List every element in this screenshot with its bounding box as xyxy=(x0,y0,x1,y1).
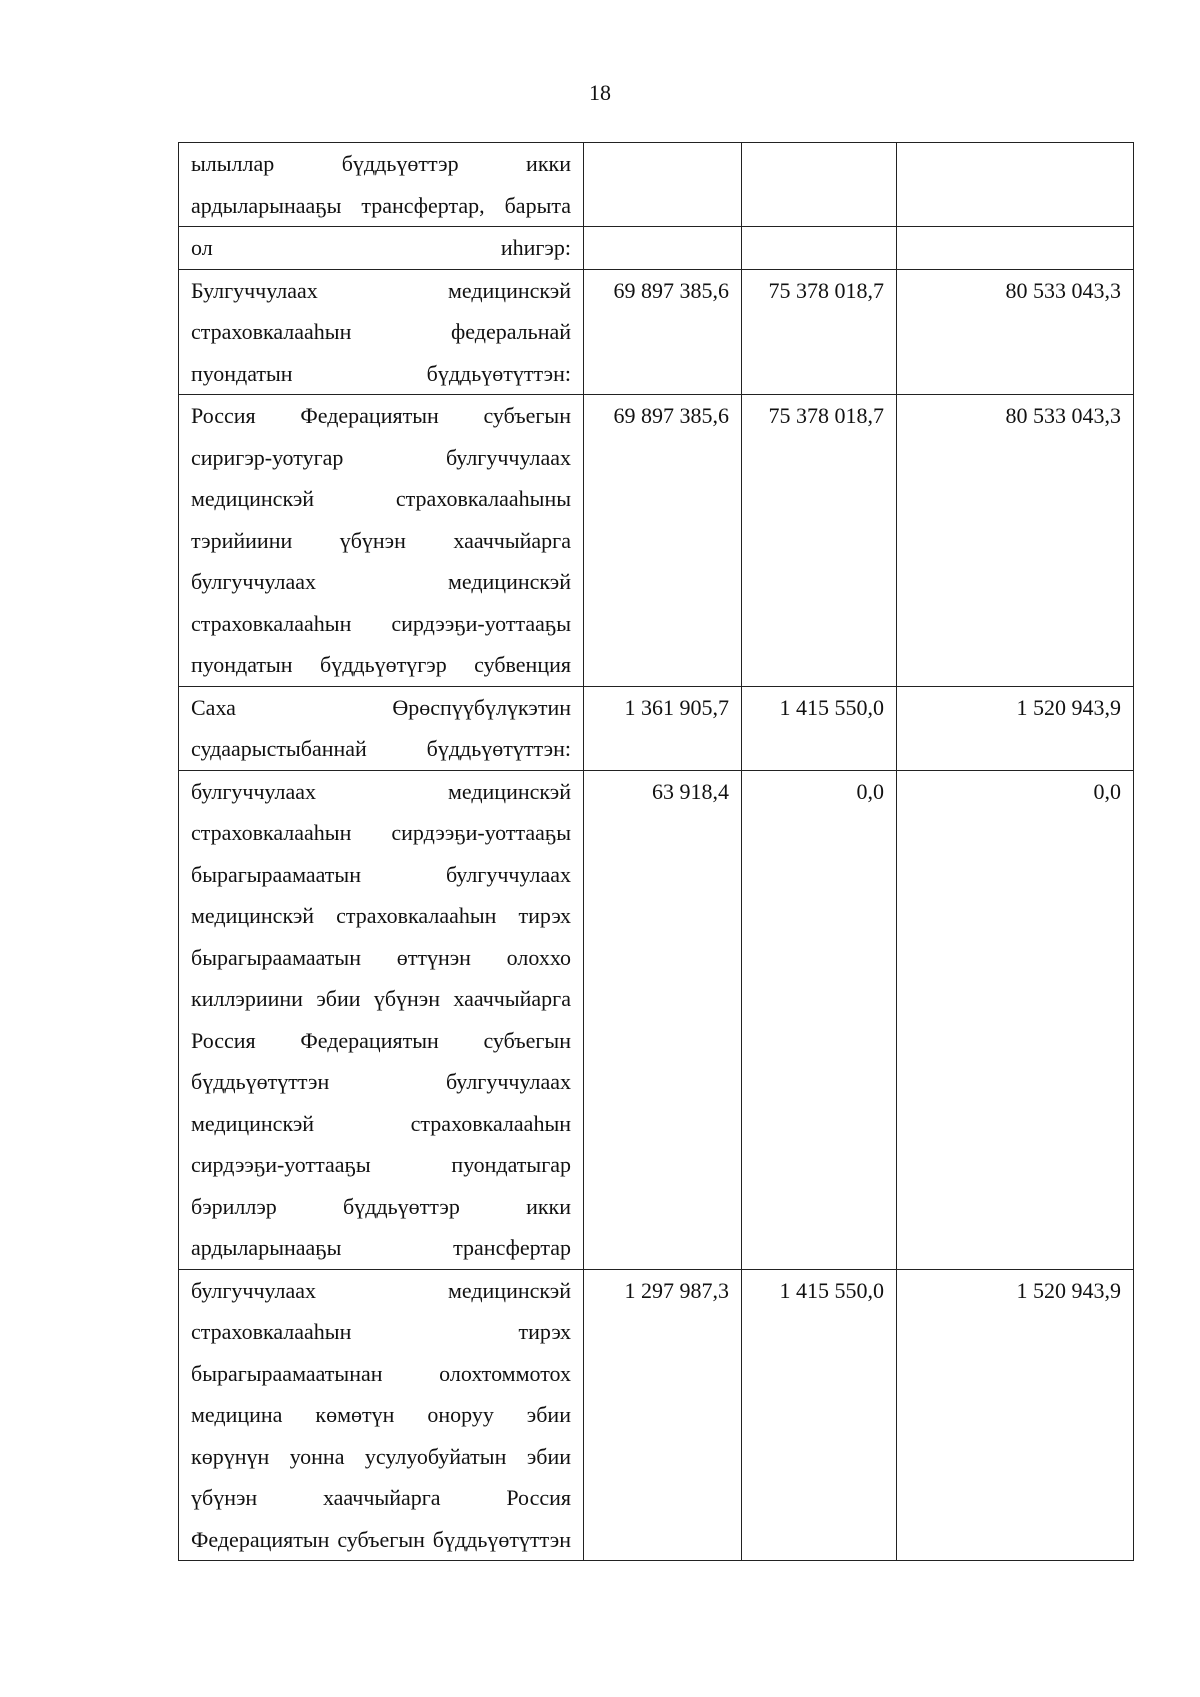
value-col-2: 1 415 550,0 xyxy=(742,686,897,770)
description-word: ардыларынааҕы трансфертар, барыта xyxy=(191,192,571,218)
value-col-2: 75 378 018,7 xyxy=(742,269,897,395)
value-col-1: 1 361 905,7 xyxy=(584,686,742,770)
description-word: Саха xyxy=(191,694,236,720)
table-row xyxy=(179,143,1134,227)
value-col-3: 1 520 943,9 xyxy=(897,1269,1134,1561)
description-word: булгуччулаах xyxy=(445,1069,571,1094)
description-word: өттүнэн xyxy=(396,944,471,970)
value-col-3 xyxy=(897,227,1134,270)
value-col-1: 63 918,4 xyxy=(584,770,742,1269)
description-word: бэриллэр xyxy=(191,1193,277,1219)
description-line xyxy=(191,1519,571,1561)
description-word: көмөтүн xyxy=(315,1402,395,1427)
table-body xyxy=(179,143,1134,1561)
description-word: сирдээҕи-уоттааҕы xyxy=(191,1152,371,1177)
description-word: медицина xyxy=(191,1402,283,1427)
description-line xyxy=(191,520,571,562)
description-line xyxy=(191,1186,571,1228)
table-row xyxy=(179,227,1134,270)
description-word: субъегын xyxy=(483,403,571,428)
description-line xyxy=(191,227,571,269)
row-description xyxy=(179,269,584,395)
description-word: олоххо xyxy=(506,944,571,970)
description-word: Өрөспүүбүлүкэтин xyxy=(392,694,571,720)
description-line xyxy=(191,728,571,770)
description-line xyxy=(191,395,571,437)
row-description xyxy=(179,770,584,1269)
description-word: сирдээҕи-уоттааҕы xyxy=(391,820,571,845)
description-word: киллэриини xyxy=(191,986,303,1011)
description-line xyxy=(191,1477,571,1519)
table-row xyxy=(179,269,1134,395)
description-word: икки xyxy=(526,151,571,176)
description-word: булгуччулаах xyxy=(445,861,571,887)
description-word: Россия xyxy=(191,403,256,428)
description-word: эбии xyxy=(526,1443,571,1469)
description-word: бырагыраамаатын xyxy=(191,861,361,887)
description-word: икки xyxy=(526,1193,571,1219)
description-word: көрүнүн xyxy=(191,1443,270,1469)
description-word: страховкалааһын xyxy=(191,1319,352,1344)
description-word: сирдээҕи-уоттааҕы xyxy=(391,610,571,636)
table-row xyxy=(179,770,1134,1269)
description-word: страховкалааһыны xyxy=(395,486,571,511)
description-line xyxy=(191,1061,571,1103)
description-word: бүддьүөтүттэн xyxy=(191,1069,330,1094)
row-description xyxy=(179,227,584,270)
description-line xyxy=(191,478,571,520)
description-word: үбүнэн xyxy=(191,1485,258,1510)
value-col-3: 80 533 043,3 xyxy=(897,269,1134,395)
description-word: Федерациятын xyxy=(300,403,439,428)
description-line xyxy=(191,1353,571,1395)
description-line xyxy=(191,1020,571,1062)
description-word: страховкалааһын xyxy=(191,319,352,344)
description-word: хааччыйарга xyxy=(322,1485,441,1510)
value-col-3: 80 533 043,3 xyxy=(897,395,1134,687)
table-row xyxy=(179,395,1134,687)
description-line xyxy=(191,1311,571,1353)
description-word: медицинскэй xyxy=(191,486,315,511)
description-word: страховкалааһын xyxy=(191,610,352,636)
description-line xyxy=(191,937,571,979)
description-word: бүддьүөттэр xyxy=(341,151,459,176)
description-word: хааччыйарга xyxy=(453,986,571,1011)
description-word: тирэх xyxy=(518,1319,571,1344)
description-word: страховкалааһын xyxy=(410,1110,571,1136)
description-word: булгуччулаах xyxy=(191,1277,317,1303)
value-col-2: 75 378 018,7 xyxy=(742,395,897,687)
value-col-2: 0,0 xyxy=(742,770,897,1269)
row-description xyxy=(179,143,584,227)
description-line xyxy=(191,1270,571,1312)
description-word: бүддьүөттэр xyxy=(343,1193,460,1219)
description-word: медицинскэй xyxy=(447,277,571,303)
description-word: бырагыраамаатын xyxy=(191,944,361,970)
description-line xyxy=(191,1227,571,1269)
description-word: усулуобуйатын xyxy=(364,1443,507,1469)
description-line xyxy=(191,1436,571,1478)
description-word: медицинскэй xyxy=(447,1277,571,1303)
description-line xyxy=(191,185,571,227)
description-word: судаарыстыбаннай бүддьүөтүттэн: xyxy=(191,736,571,761)
description-word: Россия xyxy=(506,1485,571,1510)
description-word: Федерациятын xyxy=(300,1027,439,1053)
description-word: страховкалааһын xyxy=(336,903,497,928)
row-description xyxy=(179,1269,584,1561)
description-word: ардыларынааҕы трансфертар xyxy=(191,1235,571,1260)
value-col-3 xyxy=(897,143,1134,227)
description-word: Федерациятын субъегын бүддьүөтүттэн xyxy=(191,1526,571,1552)
value-col-3: 0,0 xyxy=(897,770,1134,1269)
value-col-2: 1 415 550,0 xyxy=(742,1269,897,1561)
description-word: федеральнай xyxy=(451,319,571,344)
page-number: 18 xyxy=(589,80,611,105)
description-line xyxy=(191,561,571,603)
value-col-1 xyxy=(584,143,742,227)
description-line xyxy=(191,854,571,896)
description-line xyxy=(191,687,571,729)
description-word: оноруу xyxy=(427,1402,494,1427)
description-word: пуондатын бүддьүөтүгэр субвенция xyxy=(191,652,571,677)
description-word: ылыллар xyxy=(191,151,275,176)
value-col-1: 1 297 987,3 xyxy=(584,1269,742,1561)
table-row xyxy=(179,1269,1134,1561)
description-word: хааччыйарга xyxy=(453,527,571,553)
description-word: страховкалааһын xyxy=(191,820,352,845)
description-word: үбүнэн xyxy=(339,527,406,553)
description-line xyxy=(191,644,571,686)
description-word: медицинскэй xyxy=(191,903,315,928)
description-word: эбии xyxy=(316,986,361,1011)
value-col-1 xyxy=(584,227,742,270)
description-word: субъегын xyxy=(483,1027,571,1053)
description-line xyxy=(191,978,571,1020)
description-word: тирэх xyxy=(518,903,571,928)
description-line xyxy=(191,812,571,854)
description-line xyxy=(191,143,571,185)
description-word: булгуччулаах xyxy=(191,778,317,804)
description-line xyxy=(191,1103,571,1145)
value-col-1: 69 897 385,6 xyxy=(584,395,742,687)
description-line xyxy=(191,353,571,395)
table-row xyxy=(179,686,1134,770)
row-description xyxy=(179,686,584,770)
description-word: медицинскэй xyxy=(447,569,571,594)
description-word: ол иһигэр: xyxy=(191,235,571,260)
description-line xyxy=(191,1144,571,1186)
description-word: олохтоммотох xyxy=(439,1360,571,1386)
description-word: сиригэр-уотугар xyxy=(191,444,344,470)
value-col-2 xyxy=(742,227,897,270)
budget-table xyxy=(178,142,1134,1561)
description-line xyxy=(191,270,571,312)
value-col-2 xyxy=(742,143,897,227)
description-line xyxy=(191,895,571,937)
description-line xyxy=(191,771,571,813)
description-word: медицинскэй xyxy=(447,778,571,804)
description-word: булгуччулаах xyxy=(191,569,317,594)
description-word: пуондатын бүддьүөтүттэн: xyxy=(191,360,571,386)
value-col-1: 69 897 385,6 xyxy=(584,269,742,395)
description-word: бырагыраамаатынан xyxy=(191,1360,383,1386)
description-word: булгуччулаах xyxy=(445,444,571,470)
description-line xyxy=(191,311,571,353)
description-word: Россия xyxy=(191,1027,256,1053)
description-line xyxy=(191,437,571,479)
value-col-3: 1 520 943,9 xyxy=(897,686,1134,770)
description-word: тэрийиини xyxy=(191,527,293,553)
description-word: пуондатыгар xyxy=(451,1152,571,1177)
description-word: Булгуччулаах xyxy=(191,277,318,303)
description-line xyxy=(191,1394,571,1436)
row-description xyxy=(179,395,584,687)
description-word: уонна xyxy=(289,1443,345,1469)
description-word: үбүнэн xyxy=(373,986,441,1011)
description-word: эбии xyxy=(526,1402,571,1427)
description-line xyxy=(191,603,571,645)
description-word: медицинскэй xyxy=(191,1110,315,1136)
